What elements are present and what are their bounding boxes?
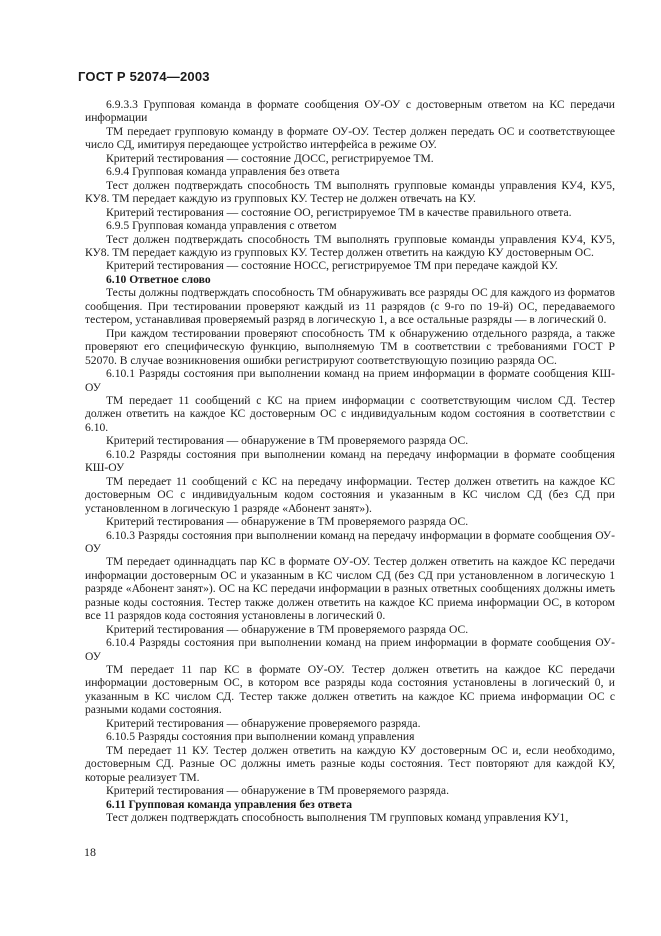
clause-6-10-5-title: 6.10.5 Разряды состояния при выполнении команд управления bbox=[106, 730, 415, 744]
section-6-10-heading: 6.10 Ответное слово bbox=[106, 272, 211, 286]
paragraph: Тест должен подтверждать способность ТМ выполнять групповые команды управления КУ4, КУ5, КУ8. ТМ передает каждую из групповых КУ. Тестер не должен отвечать на КУ. bbox=[85, 178, 615, 206]
clause-6-9-3-3-title: 6.9.3.3 Групповая команда в формате сообщения ОУ-ОУ с достоверным ответом на КС передачи информации bbox=[85, 98, 615, 125]
paragraph: ТМ передает 11 сообщений с КС на передачу информации. Тестер должен ответить на каждое КС достоверным ОС с индивидуальным кодом состояния и указанным в КС числом СД (без СД при установленном в логическую 1 разряде «Абонент занят»). bbox=[85, 474, 615, 515]
paragraph: ТМ передает 11 КУ. Тестер должен ответить на каждую КУ достоверным ОС и, если необходимо, достоверным СД. Разные ОС должны иметь разные коды состояния. Тест повторяют для каждой КУ, которые реализует ТМ. bbox=[85, 743, 615, 784]
test-criterion: Критерий тестирования — состояние ОО, регистрируемое ТМ в качестве правильного ответа. bbox=[106, 205, 572, 219]
paragraph: Тест должен подтверждать способность ТМ выполнять групповые команды управления КУ4, КУ5, КУ8. ТМ передает каждую из групповых КУ. Тестер должен ответить на каждую КУ достоверным ОС. bbox=[85, 232, 615, 259]
clause-6-10-4-title: 6.10.4 Разряды состояния при выполнении команд на прием информации в формате сообщения ОУ-ОУ bbox=[85, 636, 615, 663]
paragraph: ТМ передает 11 пар КС в формате ОУ-ОУ. Тестер должен ответить на каждое КС передачи информации достоверным ОС, в котором все разряды кода состояния установлены в логический 0, и указанным в КС числом СД. Тестер также должен ответить на каждое КС приема информации ОС с разными кодами состояния. bbox=[85, 663, 615, 717]
clause-6-9-5-title: 6.9.5 Групповая команда управления с ответом bbox=[106, 219, 337, 233]
document-body bbox=[85, 98, 615, 824]
clause-6-9-4-title: 6.9.4 Групповая команда управления без ответа bbox=[106, 165, 340, 179]
clause-6-10-2-title: 6.10.2 Разряды состояния при выполнении команд на передачу информации в формате сообщения КШ-ОУ bbox=[85, 447, 615, 475]
test-criterion: Критерий тестирования — обнаружение в ТМ проверяемого разряда. bbox=[106, 784, 449, 798]
paragraph: При каждом тестировании проверяют способность ТМ к обнаружению отдельного разряда, а также проверяют его специфическую функцию, выполняемую ТМ в соответствии с требованиями ГОСТ Р 52070. В случае возникновения ошибки регистрируют соответствующую позицию разряда ОС. bbox=[85, 326, 615, 367]
clause-6-10-1-title: 6.10.1 Разряды состояния при выполнении команд на прием информации в формате сообщения КШ-ОУ bbox=[85, 367, 615, 394]
test-criterion: Критерий тестирования — обнаружение в ТМ проверяемого разряда ОС. bbox=[106, 434, 469, 448]
test-criterion: Критерий тестирования — обнаружение в ТМ проверяемого разряда ОС. bbox=[106, 515, 469, 529]
test-criterion: Критерий тестирования — обнаружение в ТМ проверяемого разряда ОС. bbox=[106, 622, 469, 636]
test-criterion: Критерий тестирования — состояние НОСС, регистрируемое ТМ при передаче каждой КУ. bbox=[106, 259, 558, 273]
paragraph: ТМ передает групповую команду в формате ОУ-ОУ. Тестер должен передать ОС и соответствующее число СД, имитируя передающее устройство интерфейса в режиме ОУ. bbox=[85, 124, 615, 152]
test-criterion: Критерий тестирования — обнаружение проверяемого разряда. bbox=[106, 716, 421, 730]
clause-6-10-3-title: 6.10.3 Разряды состояния при выполнении команд на передачу информации в формате сообщения ОУ-ОУ bbox=[85, 528, 615, 555]
paragraph: Тесты должны подтверждать способность ТМ обнаруживать все разряды ОС для каждого из форматов сообщения. При тестировании проверяют каждый из 11 разрядов (с 9-го по 19-й) ОС, передаваемого тестером, устанавливая проверяемый разряд в логическую 1, а все остальные разряды — в логический 0. bbox=[85, 286, 615, 327]
document-header: ГОСТ Р 52074—2003 bbox=[78, 69, 210, 84]
test-criterion: Критерий тестирования — состояние ДОСС, регистрируемое ТМ. bbox=[106, 151, 434, 165]
page-number: 18 bbox=[84, 845, 96, 859]
paragraph: ТМ передает одиннадцать пар КС в формате ОУ-ОУ. Тестер должен ответить на каждое КС передачи информации достоверным ОС и указанным в КС числом СД (без СД при установленном в логическую 1 разряде «Абонент занят»). ОС на КС передачи информации в разных ответных сообщениях должны иметь разные коды состояния. Тестер также должен ответить на каждое КС приема информации ОС, в котором все 11 разрядов кода состояния установлены в логический 0. bbox=[85, 555, 615, 623]
paragraph: Тест должен подтверждать способность выполнения ТМ групповых команд управления КУ1, bbox=[106, 811, 569, 825]
paragraph: ТМ передает 11 сообщений с КС на прием информации с соответствующим числом СД. Тестер должен ответить на каждое КС достоверным ОС с индивидуальным кодом состояния в соответствии с 6.10. bbox=[85, 393, 615, 434]
section-6-11-heading: 6.11 Групповая команда управления без ответа bbox=[106, 797, 353, 811]
